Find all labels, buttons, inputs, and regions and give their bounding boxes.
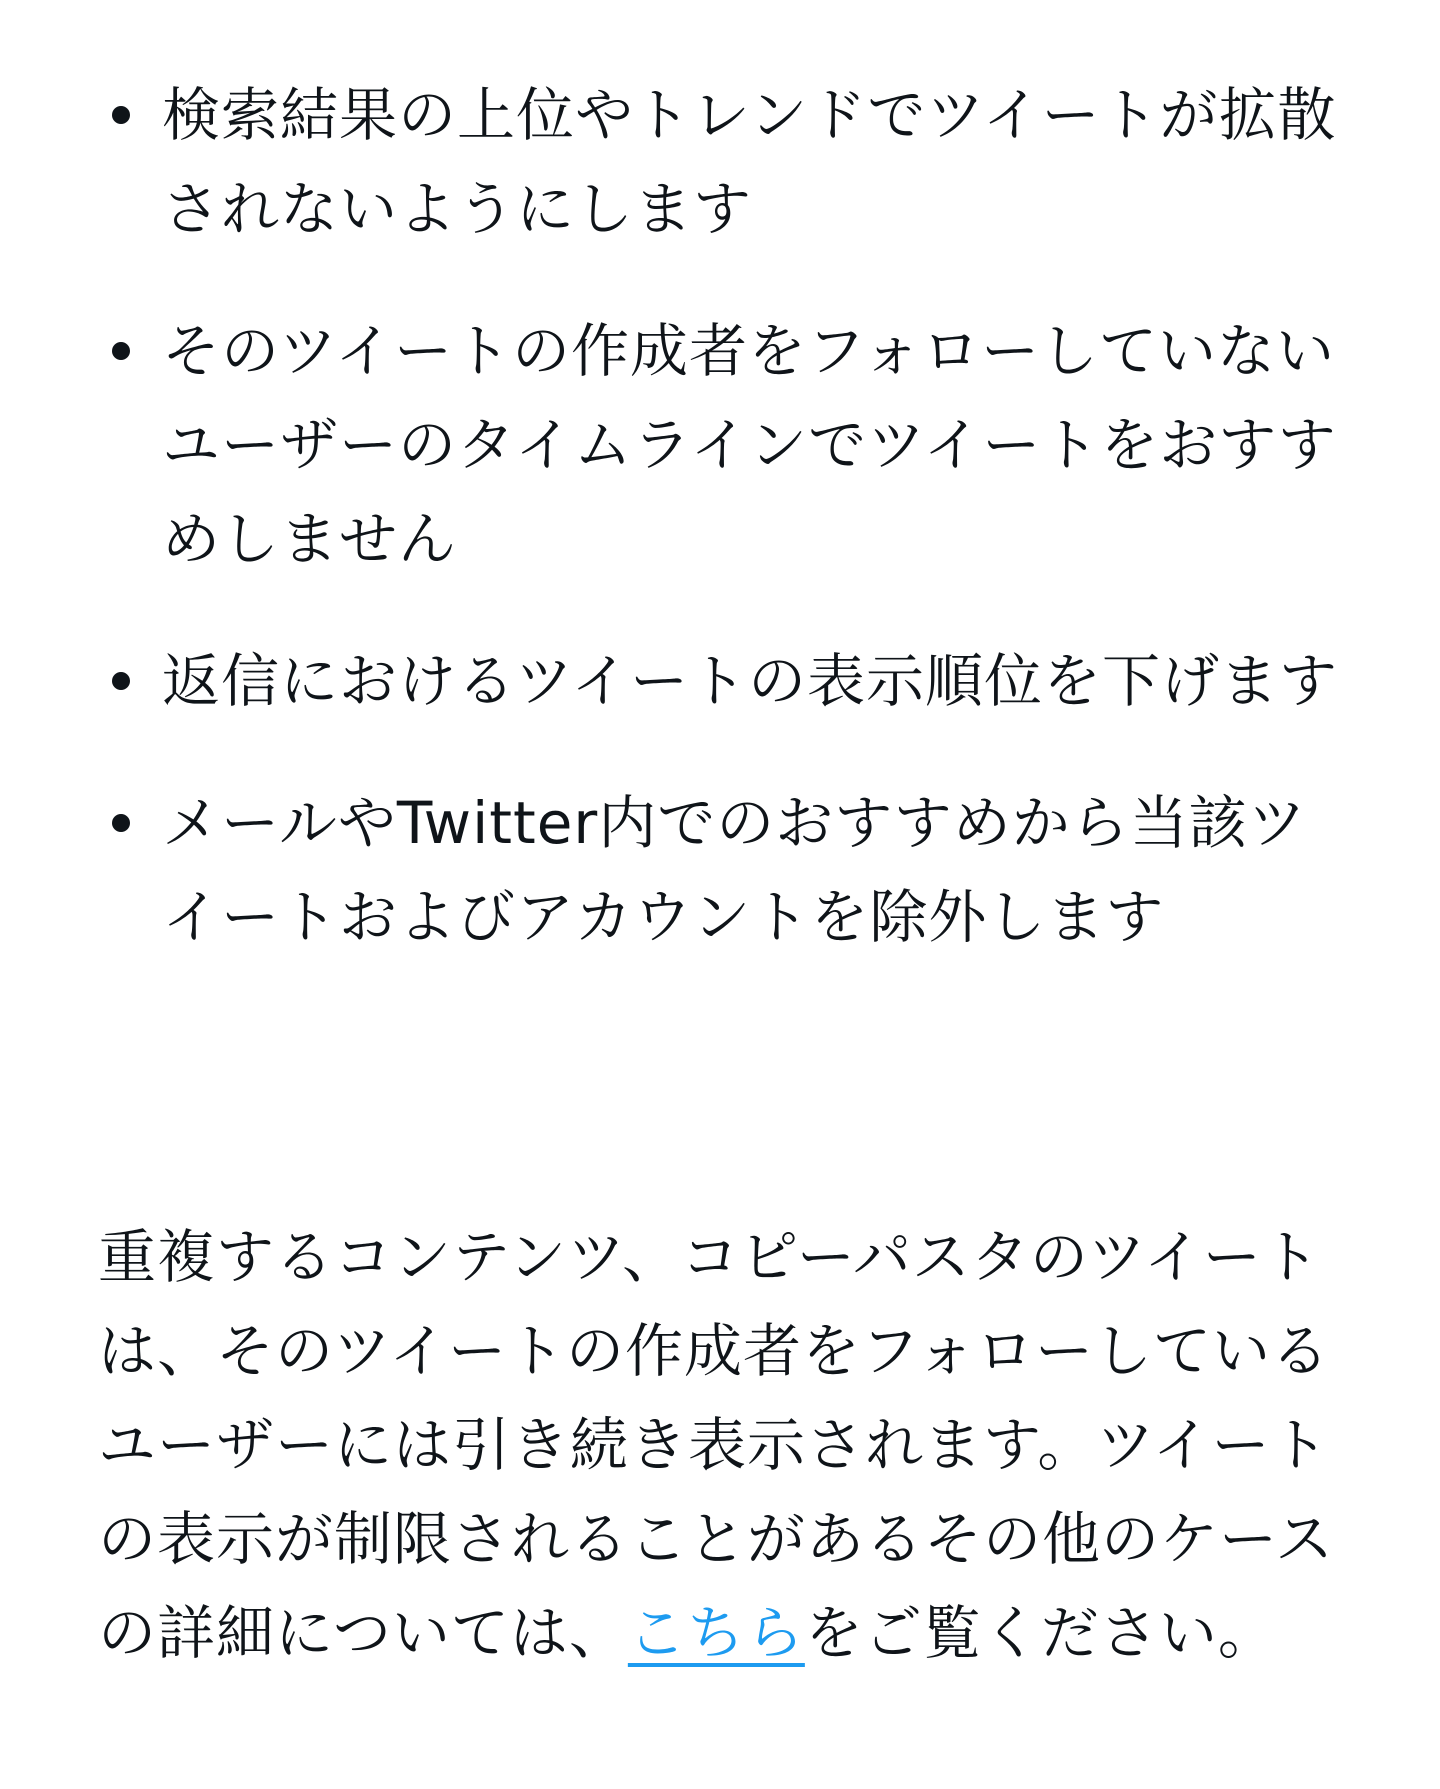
list-item <box>108 304 1338 586</box>
bullet-dot-icon <box>112 106 130 124</box>
details-link[interactable]: こちら <box>627 1599 805 1667</box>
paragraph-text: 重複するコンテンツ、コピーパスタのツイートは、そのツイートの作成者をフォローしているユーザーには引き続き表示されます。ツイートの表示が制限されることがあるその他のケースの詳細については、 <box>98 1223 1335 1667</box>
body-paragraph <box>98 1210 1338 1680</box>
list-item <box>108 634 1338 728</box>
bullet-dot-icon <box>112 342 130 360</box>
list-item <box>108 68 1338 256</box>
list-item-text: 検索結果の上位やトレンドでツイートが拡散されないようにします <box>162 81 1337 243</box>
list-item <box>108 776 1338 964</box>
list-item-text: そのツイートの作成者をフォローしていないユーザーのタイムラインでツイートをおすすめしません <box>162 317 1337 573</box>
bullet-dot-icon <box>112 672 130 690</box>
bullet-list <box>108 68 1338 964</box>
list-item-text: メールやTwitter内でのおすすめから当該ツイートおよびアカウントを除外します <box>162 789 1307 951</box>
bullet-dot-icon <box>112 814 130 832</box>
list-item-text: 返信におけるツイートの表示順位を下げます <box>162 647 1338 715</box>
paragraph-text-end: をご覧ください。 <box>804 1599 1277 1667</box>
